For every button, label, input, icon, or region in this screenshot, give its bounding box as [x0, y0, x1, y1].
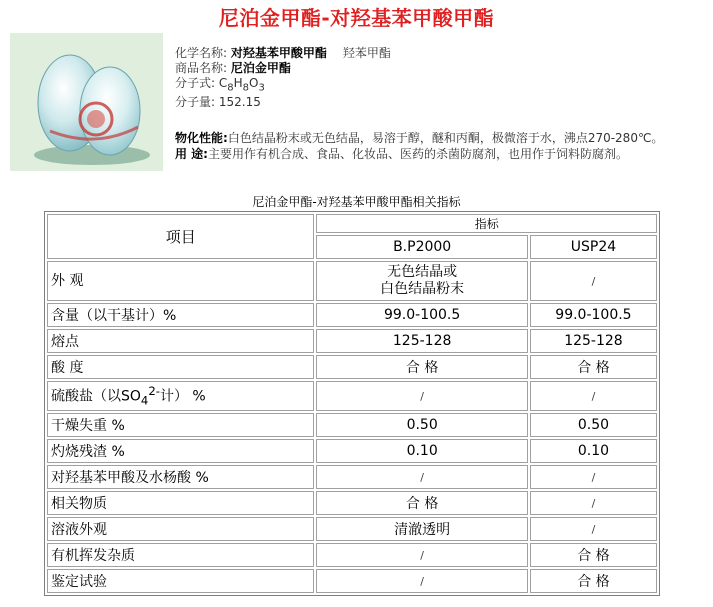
weight-value: 152.15 [218, 95, 261, 110]
row-value-bp: 99.0-100.5 [316, 303, 527, 327]
trade-name-value: 尼泊金甲酯 [230, 61, 291, 75]
table-row [47, 543, 657, 567]
header-item: 项目 [47, 214, 314, 259]
row-value-usp: 99.0-100.5 [530, 303, 657, 327]
table-header-row [47, 214, 657, 233]
row-item: 酸 度 [47, 355, 314, 379]
row-value-usp: 合 格 [530, 543, 657, 567]
row-value-usp: 合 格 [530, 355, 657, 379]
row-value-usp: / [530, 491, 657, 515]
formula-row [175, 76, 391, 95]
header-group: 指标 [316, 214, 657, 233]
row-value-bp: 合 格 [316, 491, 527, 515]
formula-value: $C_8H_8O_3$ [218, 76, 265, 94]
formula-label: 分子式: [175, 76, 216, 90]
row-value-usp: / [530, 261, 657, 301]
properties [175, 130, 663, 162]
row-item: 溶液外观 [47, 517, 314, 541]
use-text: 主要用作有机合成、食品、化妆品、医药的杀菌防腐剂，也用作于饲料防腐剂。 [207, 147, 628, 161]
row-value-bp: / [316, 381, 527, 411]
row-item: 干燥失重 % [47, 413, 314, 437]
table-row [47, 439, 657, 463]
row-value-bp: / [316, 569, 527, 593]
trade-name-label: 商品名称: [175, 61, 228, 75]
molecular-weight-row [175, 95, 391, 110]
table-row [47, 569, 657, 593]
row-value-bp: / [316, 543, 527, 567]
row-value-bp: 无色结晶或 白色结晶粉末 [316, 261, 527, 301]
row-item: 熔点 [47, 329, 314, 353]
table-row [47, 261, 657, 301]
row-item: 有机挥发杂质 [47, 543, 314, 567]
row-value-usp: / [530, 465, 657, 489]
row-value-usp: 0.50 [530, 413, 657, 437]
row-item: 鉴定试验 [47, 569, 314, 593]
row-item: 相关物质 [47, 491, 314, 515]
table-row [47, 413, 657, 437]
phys-text: 白色结晶粉末或无色结晶，易溶于醇，醚和丙酮，极微溶于水，沸点270-280℃。 [227, 131, 664, 145]
row-value-usp: 0.10 [530, 439, 657, 463]
chemical-name-row [175, 46, 391, 61]
physical-properties-row [175, 130, 663, 146]
product-info [175, 46, 391, 110]
row-value-usp: 125-128 [530, 329, 657, 353]
table-row [47, 303, 657, 327]
product-image [10, 33, 163, 171]
row-value-usp: / [530, 381, 657, 411]
page-title: 尼泊金甲酯-对羟基苯甲酸甲酯 [218, 6, 495, 30]
spec-table [44, 211, 660, 596]
row-value-bp: 合 格 [316, 355, 527, 379]
table-row [47, 491, 657, 515]
trade-name-row [175, 61, 391, 76]
row-value-usp: 合 格 [530, 569, 657, 593]
table-caption: 尼泊金甲酯-对羟基苯甲酸甲酯相关指标 [252, 195, 461, 209]
chem-name-label: 化学名称: [175, 46, 228, 60]
row-item: 对羟基苯甲酸及水杨酸 % [47, 465, 314, 489]
table-row [47, 329, 657, 353]
header-col-usp24: USP24 [530, 235, 657, 259]
row-item: 外 观 [47, 261, 314, 301]
table-row [47, 355, 657, 379]
row-value-bp: 0.10 [316, 439, 527, 463]
phys-label: 物化性能: [175, 131, 228, 145]
usage-row [175, 146, 663, 162]
chem-name-alias: 羟苯甲酯 [342, 46, 391, 60]
row-value-bp: 125-128 [316, 329, 527, 353]
row-item: 硫酸盐（以$SO_4^{2-}$计） % [47, 381, 314, 411]
table-row [47, 517, 657, 541]
row-value-bp: / [316, 465, 527, 489]
row-value-bp: 清澈透明 [316, 517, 527, 541]
row-item: 含量（以干基计）% [47, 303, 314, 327]
use-label: 用 途: [175, 147, 208, 161]
chem-name-value: 对羟基苯甲酸甲酯 [230, 46, 327, 60]
table-row [47, 465, 657, 489]
row-item: 灼烧残渣 % [47, 439, 314, 463]
weight-label: 分子量: [175, 95, 216, 110]
header-col-bp2000: B.P2000 [316, 235, 527, 259]
row-value-usp: / [530, 517, 657, 541]
row-value-bp: 0.50 [316, 413, 527, 437]
table-row [47, 381, 657, 411]
